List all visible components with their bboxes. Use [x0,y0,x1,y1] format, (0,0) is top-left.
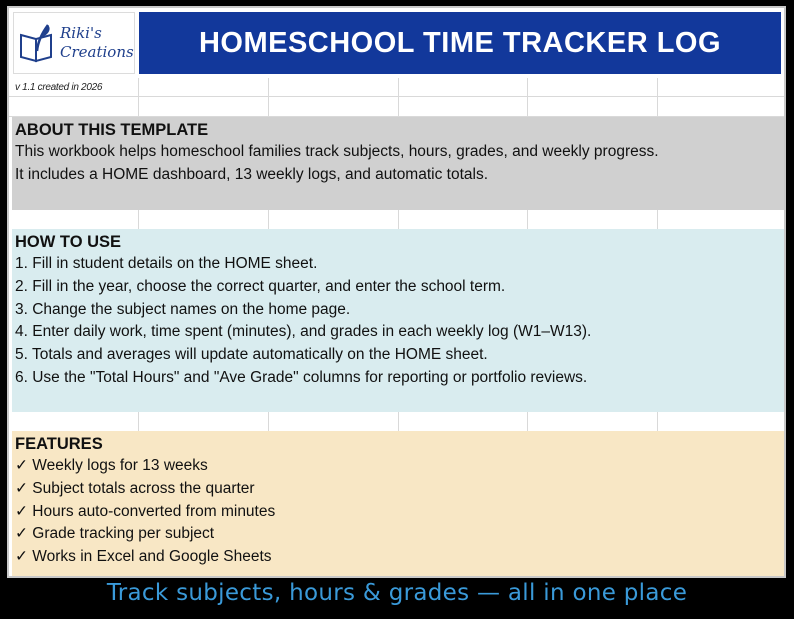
howto-step: 6. Use the "Total Hours" and "Ave Grade" columns for reporting or portfolio reviews. [15,368,588,386]
howto-step: 5. Totals and averages will update automatically on the HOME sheet. [15,346,488,364]
spreadsheet-preview [7,6,786,578]
howto-heading: HOW TO USE [15,233,122,251]
version-note: v 1.1 created in 2026 [15,82,103,93]
book-quill-icon [18,23,58,65]
feature-item: ✓ Weekly logs for 13 weeks [15,457,208,474]
tagline: Track subjects, hours & grades — all in one place [106,580,688,606]
features-section [12,431,784,576]
about-heading: ABOUT THIS TEMPLATE [15,121,209,139]
about-section [12,117,784,210]
howto-step: 1. Fill in student details on the HOME sheet. [15,255,318,272]
about-line: It includes a HOME dashboard, 13 weekly logs, and automatic totals. [15,165,488,183]
logo-text-line1: Riki's [60,24,102,42]
about-line: This workbook helps homeschool families track subjects, hours, grades, and weekly progress. [15,143,659,160]
feature-item: ✓ Grade tracking per subject [15,525,215,543]
feature-item: ✓ Hours auto-converted from minutes [15,502,276,520]
header [9,8,784,78]
feature-item: ✓ Works in Excel and Google Sheets [15,548,272,566]
grid-row-spacer [9,412,784,431]
brand-logo [13,12,135,74]
features-heading: FEATURES [15,435,103,453]
howto-step: 4. Enter daily work, time spent (minutes), and grades in each weekly log (W1–W13). [15,323,592,341]
how-to-use-section [12,229,784,412]
howto-step: 3. Change the subject names on the home page. [15,300,351,318]
grid-rows-top [9,78,784,118]
howto-step: 2. Fill in the year, choose the correct quarter, and enter the school term. [15,277,506,295]
feature-item: ✓ Subject totals across the quarter [15,479,255,497]
logo-text-line2: Creations [60,43,134,61]
title-banner [139,12,781,74]
grid-row-spacer [9,210,784,229]
page-title: HOMESCHOOL TIME TRACKER LOG [198,26,722,59]
